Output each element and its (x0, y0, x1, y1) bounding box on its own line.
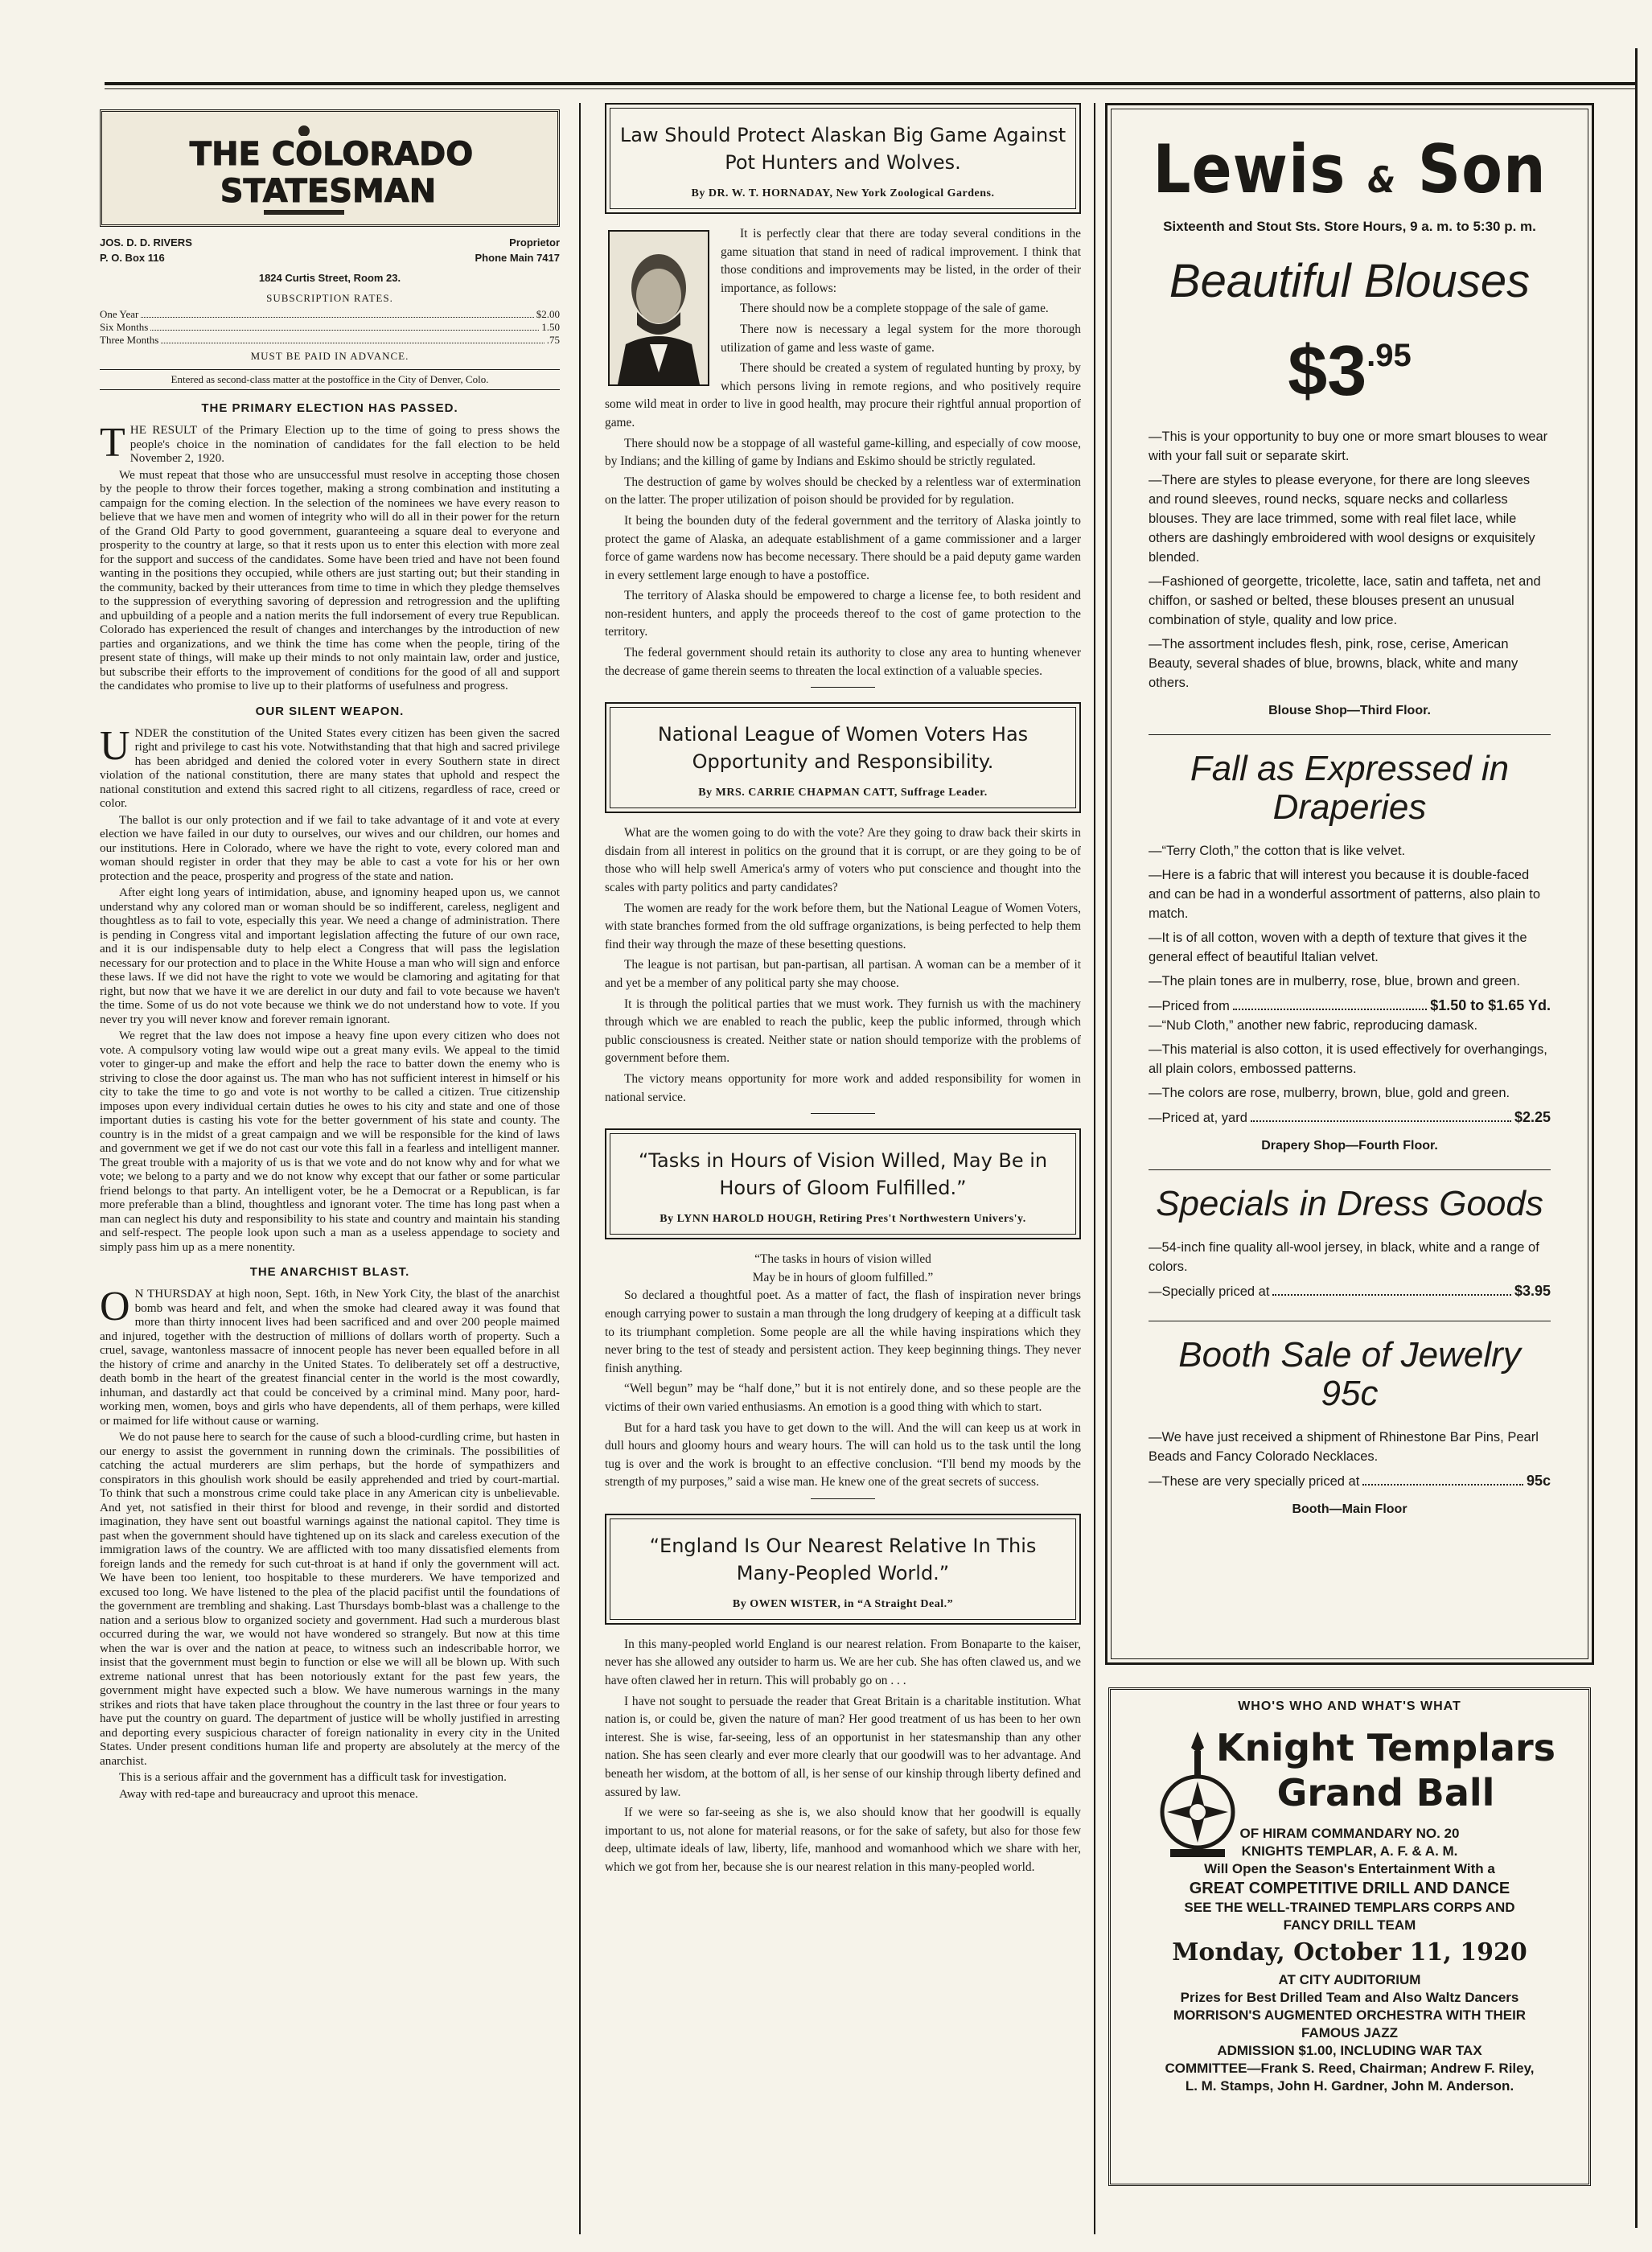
articles-column (597, 103, 1089, 2234)
price-value: 95c (1526, 1473, 1551, 1489)
price-value: $2.25 (1514, 1109, 1551, 1125)
article-byline: By OWEN WISTER, in “A Straight Deal.” (732, 1597, 954, 1610)
ball-line: Prizes for Best Drilled Team and Also Waltz Dancers (1180, 1990, 1519, 2005)
paragraph: It is through the political parties that we must work. They furnish us with the machinery through which we are enabled to reach the public, keep the public informed, through which public consciousness is created. Neither state or nation should temporize with the problems of government before them. (605, 997, 1081, 1066)
ad-paragraph: —This material is also cotton, it is used effectively for overhangings, all plain colors, embossed patterns. (1149, 1042, 1547, 1076)
ball-line: ADMISSION $1.00, INCLUDING WAR TAX (1217, 2043, 1482, 2058)
article-byline: By DR. W. T. HORNADAY, New York Zoological Gardens. (691, 187, 995, 199)
ball-line: GREAT COMPETITIVE DRILL AND DANCE (1189, 1880, 1510, 1897)
article-header-box (605, 1514, 1081, 1625)
ball-title: Knight Templars (1215, 1726, 1556, 1769)
rate-price: $2.00 (536, 308, 560, 320)
paragraph: We do not pause here to search for the cause of such a blood-curdling crime, but hasten in our energy to assist the government in running down the criminals. The possibilities of catching the actual murderers are slim perhaps, but the horde of sympathizers and conspirators in this ghoulish work should be easily apprehended and tried by court-martial. To think that such a monstrous crime could take place in any American city is unbelievable. And yet, not satisfied in their thirst for blood and revenge, in their sordid and distorted imagination, they have sent out boastful warnings against the national capitol. They time is past when the government should have tightened up on its slack and careless execution of the immigration laws of the country. We are afflicted with too many dissatisfied elements from foreign lands and the remedy for such cut-throat is at hand if only the government will act. We have been too lenient, too hospitable to these murderers. We have temporized and excused too long. We have listened to the plea of the placid pacifist until the foundations of the government are trembling and shaking. Last Thursdays bomb-blast was a challenge to the nation and a serious blow to organized society and government. Had such a murderous blast occurred during the war, we would not have wondered so strangely. But now at this time when the war is over and the nation at peace, to witness such an indescribable horror, we insist that the government must begin to function or else we will all be blown up. With such extreme national unrest that has been notoriously extant for the past few years, the government might have expected such a blow. We have numerous warnings in the many strikes and riots that have taken place throughout the country in the last three or four years to have put the country on guard. The department of justice will be wholly justified in arresting and deporting every suspicious character of foreign nationality in every city in the United States. Under present conditions human life and property are absolutely at the mercy of the anarchist. (100, 1430, 560, 1768)
editorial-title: OUR SILENT WEAPON. (255, 704, 405, 718)
top-rule-thin (105, 88, 1636, 89)
paragraph: The federal government should retain its authority to close any area to hunting whenever the decrease of game therein seems to threaten the local extinction of a valuable species. (605, 646, 1081, 678)
ball-line: FANCY DRILL TEAM (1283, 1917, 1416, 1933)
editorial-title: THE PRIMARY ELECTION HAS PASSED. (201, 401, 458, 415)
ball-kicker: WHO'S WHO AND WHAT'S WHAT (1238, 1699, 1461, 1713)
rates-table (100, 308, 560, 347)
price-line (1149, 1471, 1551, 1491)
price-cents: .95 (1366, 338, 1412, 373)
ball-line: OF HIRAM COMMANDARY NO. 20 (1239, 1826, 1460, 1841)
ad-divider (1149, 1169, 1551, 1170)
paragraph: In this many-peopled world England is our nearest relation. From Bonaparte to the kaiser, never has she allowed any outsider to harm us. We are her cub. She has often clawed us, and we have often clawed her in return. This will probably go on . . . (605, 1637, 1081, 1688)
paragraph: It being the bounden duty of the federal government and the territory of Alaska jointly to protect the game of Alaska, an adequate establishment of a game commissioner and a larger force of game wardens now has become necessary. There should be a paid deputy game warden in every settlement large enough to have a postoffice. (605, 513, 1081, 582)
article-byline: By MRS. CARRIE CHAPMAN CATT, Suffrage Leader. (698, 787, 988, 799)
ball-date: Monday, October 11, 1920 (1172, 1938, 1527, 1966)
price-value: $3.95 (1514, 1283, 1551, 1299)
ad-paragraph: —This is your opportunity to buy one or more smart blouses to wear with your fall suit or separate skirt. (1149, 429, 1548, 463)
phone: Phone Main 7417 (475, 252, 560, 264)
paragraph: There should be created a system of regulated hunting by proxy, by which persons living in remote regions, and who positively require some wild meat in order to live in good health, may procure their rightful annual proportion of game. (605, 361, 1081, 429)
store-logo (1149, 131, 1551, 208)
store-name: Son (1417, 130, 1547, 209)
paragraph: NDER the constitution of the United States every citizen has been given the sacred right and privilege to cast his vote. Notwithstanding that that high and sacred privilege has been abridged and denied the colored voter in every Southern state in direct violation of the national constitution, there are many states that uphold and respect the national constitution and extend this sacred right to all citizens, regardless of race, creed or color. (100, 725, 560, 810)
drop-cap: U (100, 722, 130, 769)
price-line (1149, 1108, 1551, 1128)
department-label: Blouse Shop—Third Floor. (1268, 704, 1431, 717)
paragraph: There should now be a stoppage of all wasteful game-killing, and especially of cow moose, by Indians; and the killing of game by Indians and Eskimo should be strictly regulated. (605, 436, 1081, 469)
ad-paragraph: —“Terry Cloth,” the cotton that is like velvet. (1149, 844, 1406, 858)
ball-line: FAMOUS JAZZ (1301, 2025, 1398, 2040)
proprietor-row (100, 236, 560, 249)
advance-notice: MUST BE PAID IN ADVANCE. (250, 350, 409, 362)
editorial-column (100, 103, 560, 2234)
article-title: National League of Women Voters Has Opportunity and Responsibility. (657, 723, 1029, 774)
rate-price: 1.50 (541, 321, 560, 333)
article-byline: By LYNN HAROLD HOUGH, Retiring Pres't Northwestern Univers'y. (660, 1213, 1026, 1226)
paragraph: Away with red-tape and bureaucracy and uproot this menace. (119, 1786, 418, 1801)
paragraph: The women are ready for the work before them, but the National League of Women Voters, with state branches formed from the old suffrage organizations, is being perfected to help them find their way through the maze of these besetting questions. (605, 901, 1081, 951)
ad-paragraph: —We have just received a shipment of Rhinestone Bar Pins, Pearl Beads and Fancy Colorado Necklaces. (1149, 1430, 1539, 1464)
portrait-image (608, 230, 709, 386)
masthead (100, 109, 560, 227)
ad-paragraph: —There are styles to please everyone, for there are long sleeves and round sleeves, round necks, square necks and collarless blouses. They are lace trimmed, some with real filet lace, while others are dashingly embroidered with wool designs or exquisitely blended. (1149, 473, 1535, 565)
paragraph: If we were so far-seeing as she is, we also should know that her goodwill is equally important to us, not alone for material reasons, or for the sake of safety, but also for those few deep, ultimate ideals of law, liberty, life, manhood and womanhood which we share with her, which we got from her, because she is our nearest relation in this many-peopled world. (605, 1806, 1081, 1874)
paragraph: The ballot is our only protection and if we fail to take advantage of it and vote at every election we have failed in our duty to ourselves, our wives and our children, our homes and our institutions. Here in Colorado, where we have the right to vote, every colored man and woman should register in order that they may be able to cast a vote for his or her own protection and the peace, prosperity and progress of the state and nation. (100, 812, 560, 883)
price-line (1149, 996, 1551, 1016)
paragraph: This is a serious affair and the government has a difficult task for investigation. (119, 1770, 507, 1784)
entry-notice: Entered as second-class matter at the postoffice in the City of Denver, Colo. (100, 369, 560, 390)
paragraph: What are the women going to do with the vote? Are they going to draw back their skirts in disdain from all interest in politics on the ground that it is corrupt, or are they going to be of those who will help swell America's army of voters who put conscience and thought into the scales with party politics and party candidates? (605, 826, 1081, 895)
separator (811, 1498, 875, 1499)
ball-advertisement (1108, 1687, 1591, 2186)
article-title: “Tasks in Hours of Vision Willed, May Be in Hours of Gloom Fulfilled.” (638, 1149, 1048, 1200)
paragraph: It is perfectly clear that there are today several conditions in the game situation that stand in need of radical improvement. I think that those conditions and improvements may be listed, in the order of their importance, as follows: (721, 227, 1081, 295)
po-box: P. O. Box 116 (100, 252, 165, 264)
ball-title: Grand Ball (1276, 1771, 1495, 1814)
masthead-title: THE COLORADO STATESMAN (187, 136, 473, 210)
article-header-box (605, 1128, 1081, 1239)
column-rule (1094, 103, 1095, 2234)
ad-paragraph: —Here is a fabric that will interest you because it is double-faced and can be had in a wonderful assortment of patterns, also plain to match. (1149, 868, 1541, 921)
rate-label: Six Months (100, 321, 149, 333)
price-label: —Specially priced at (1149, 1284, 1270, 1299)
article-title: “England Is Our Nearest Relative In This Many-Peopled World.” (649, 1534, 1037, 1584)
ad-heading: Fall as Expressed in Draperies (1190, 749, 1510, 827)
paragraph: We regret that the law does not impose a heavy fine upon every citizen who does not vote. A compulsory voting law would wipe out a great many evils. We appeal to the timid voter to ginger-up and make the effort and help the race to batter down the enemy who is striving to close the door against us. The man who has not sufficient interest in himself or his city to take the time to go and vote is not worthy to be called a citizen. True citizenship imposes upon every individual certain duties he owes to his city and state and one of those important duties is casting his vote for the better government of his state and county. The country is in the midst of a great campaign and we will be responsible for the kind of laws and government we get if we do not cast our vote this fall in a fearless and intelligent manner. The great trouble with a majority of us is that we vote and do not know why and for what we vote; we belong to a party and we do not know why except that our father or some particular friend belongs to that party. An intelligent voter, be he a Democrat or a Republican, is far more preferable than a blind, thoughtless and ignorant voter. The time has long past when a man can neglect his duty and responsibility to his state and country and maintain his standing and self-respect. The people look upon such a man as a useless appendage to society and simply pass him up as a mere nonentity. (100, 1029, 560, 1254)
poem-line: “The tasks in hours of vision willed (754, 1252, 931, 1267)
price-label: —Priced at, yard (1149, 1111, 1247, 1125)
rate-price: .75 (546, 334, 560, 346)
store-name: Lewis (1153, 130, 1346, 209)
poem-line: May be in hours of gloom fulfilled.” (752, 1270, 934, 1284)
templar-cross-icon (1154, 1728, 1241, 1864)
ad-heading: Booth Sale of Jewelry 95c (1178, 1335, 1521, 1413)
separator (811, 1113, 875, 1114)
top-rule (105, 82, 1636, 85)
advertising-column (1099, 103, 1601, 2234)
paragraph: “Well begun” may be “half done,” but it is not entirely done, and so these people are the victims of their own varied enthusiasms. An emotion is a good thing with which to start. (605, 1382, 1081, 1414)
ad-paragraph: —Fashioned of georgette, tricolette, lace, satin and taffeta, net and chiffon, or sashed or belted, these blouses present an unusual combination of style, quality and low price. (1149, 574, 1541, 627)
ball-line: MORRISON'S AUGMENTED ORCHESTRA WITH THEIR (1173, 2007, 1527, 2023)
article-header-box (605, 103, 1081, 214)
column-rule (579, 103, 581, 2234)
paragraph: The destruction of game by wolves should be checked by a relentless war of extermination on the latter. The proper utilization of poison should be provided for by regulation. (605, 475, 1081, 508)
separator (811, 687, 875, 688)
drop-cap: O (100, 1284, 130, 1329)
ball-line: Will Open the Season's Entertainment With a (1204, 1861, 1495, 1876)
ad-paragraph: —It is of all cotton, woven with a depth of texture that gives it the general effect of beautiful Italian velvet. (1149, 931, 1527, 964)
ad-heading: Specials in Dress Goods (1156, 1184, 1543, 1223)
ball-line: COMMITTEE—Frank S. Reed, Chairman; Andrew F. Riley, (1165, 2061, 1535, 2076)
proprietor-name: JOS. D. D. RIVERS (100, 236, 192, 249)
paragraph: I have not sought to persuade the reader that Great Britain is a charitable institution. What nation is, or could be, given the nature of man? Her good treatment of us has been to her own interest. She is wise, far-seeing, less of an opportunist in her statesmanship than any other nation. She has seen clearly and ever more clearly that our goodwill was to her advantage. And beneath her wisdom, at the bottom of all, is her sense of our kinship through liberty defined and assured by law. (605, 1694, 1081, 1799)
paragraph: There now is necessary a legal system for the more thorough utilization of game and less waste of game. (721, 322, 1081, 355)
paragraph: We must repeat that those who are unsuccessful must resolve in accepting those chosen by the people to throw their forces together, making a strong combination and instituting a campaign for the coming election. In the selection of the nominees we have every reason to believe that we have men and women of integrity who will do all in their power for the return of the Grand Old Party to good government, guaranteeing a square deal to everyone and prosperity to the country at large, so that it rests upon us to enter this election with more zeal for the support and success of the candidates. Some have been tried and have not been found wanting in the positions they occupied, while others are just starting out; but their standing in the community, backed by their utterances from time to time in which they pledge themselves to the suppression of everything savoring of depression and retrogression and the uplifting and upbuilding of a people and a nation merits the full indorsement of every true Republican. Colorado has experienced the result of changes and interchanges by the introduction of new parties and organizations, and we think the time has come when the people, tiring of the present state of things, will make up their minds to not only maintain law, order and justice, but subscribe their efforts to the improvement of conditions for the good of all and support the candidates who promise to live up to their platforms of usefulness and progress. (100, 467, 560, 692)
ad-paragraph: —“Nub Cloth,” another new fabric, reproducing damask. (1149, 1018, 1478, 1033)
drop-cap: T (100, 420, 125, 466)
rate-label: One Year (100, 308, 139, 320)
department-label: Drapery Shop—Fourth Floor. (1261, 1139, 1438, 1153)
feature-price (1149, 315, 1551, 411)
ball-line: KNIGHTS TEMPLAR, A. F. & A. M. (1241, 1843, 1458, 1859)
rates-title: SUBSCRIPTION RATES. (266, 292, 393, 304)
article-title: Law Should Protect Alaskan Big Game Against Pot Hunters and Wolves. (619, 124, 1066, 174)
rate-label: Three Months (100, 334, 159, 346)
department-label: Booth—Main Floor (1292, 1502, 1407, 1516)
price-label: —These are very specially priced at (1149, 1474, 1360, 1489)
page-edge-rule (1635, 48, 1638, 2228)
ball-line: AT CITY AUDITORIUM (1278, 1972, 1421, 1987)
ball-line: SEE THE WELL-TRAINED TEMPLARS CORPS AND (1184, 1900, 1515, 1915)
editorial-title: THE ANARCHIST BLAST. (249, 1265, 410, 1279)
address: 1824 Curtis Street, Room 23. (258, 272, 401, 284)
ball-line: L. M. Stamps, John H. Gardner, John M. Anderson. (1185, 2078, 1514, 2094)
ad-paragraph: —54-inch fine quality all-wool jersey, in black, white and a range of colors. (1149, 1240, 1539, 1274)
price-label: —Priced from (1149, 999, 1230, 1013)
store-ampersand: & (1367, 159, 1397, 202)
paragraph: After eight long years of intimidation, abuse, and ignominy heaped upon us, we cannot understand why any colored man or woman should be so indifferent, careless, negligent and thoughtless as to fail to vote, especially this year. We need a change of administration. There is pending in Congress vital and important legislation affecting the future of our own race, and it is our indispensable duty to help elect a Congress that will pass the legislation necessary for our protection and to place in the White House a man who will sign and enforce these laws. If we did not have the right to vote we would be clamoring and agitating for that right, but now that we have it we are derelict in our duty and fail to vote because we haven't the time. Some of us do not vote because we think we do not understand how to vote. If you never try you will never know and forever remain ignorant. (100, 886, 560, 1026)
store-info: Sixteenth and Stout Sts. Store Hours, 9 a. m. to 5:30 p. m. (1163, 219, 1536, 234)
paragraph: The territory of Alaska should be empowered to charge a license fee, to both resident and non-resident hunters, and apply the proceeds thereof to the cost of game protection to the territory. (605, 589, 1081, 639)
paragraph: The victory means opportunity for more work and added responsibility for women in national service. (605, 1071, 1081, 1104)
ad-paragraph: —The assortment includes flesh, pink, rose, cerise, American Beauty, several shades of blue, browns, black, white and many others. (1149, 637, 1518, 690)
price-dollars: $3 (1288, 331, 1367, 410)
paragraph: N THURSDAY at high noon, Sept. 16th, in New York City, the blast of the anarchist bomb was heard and felt, and when the smoke had cleared away it was found that more than thirty innocent lives had been sacrificed and and over 200 people maimed and injured, together with the destruction of millions of dollars worth of property. Such a cruel, savage, wantonless massacre of innocent people has never been equalled before in all the history of crime and anarchy in the United States. To deliberately set off a destructive, death bomb in the heart of the greatest financial center in the world is the most cowardly, inhuman, and dastardly act that could be conceived by a criminal mind. Many poor, hard-working men, women, boys and girls who have dependents, all of them perhaps, were killed or maimed for life without cause or warning. (100, 1287, 560, 1428)
price-value: $1.50 to $1.65 Yd. (1430, 997, 1551, 1013)
paragraph: There should now be a complete stoppage of the sale of game. (740, 302, 1049, 316)
paragraph: But for a hard task you have to get down to the will. And the will can keep us at work in dull hours and gloomy hours and weary hours. The will can hold us to the task until the long tug is over and the work is brought to an effective conclusion. “I'll bend my moods by the strength of my purposes,” said a wise man. He knew one of the great secrets of success. (605, 1420, 1081, 1490)
ad-divider (1149, 734, 1551, 735)
article-header-box (605, 702, 1081, 813)
ad-heading: Beautiful Blouses (1169, 255, 1531, 307)
box-row (100, 252, 560, 264)
paragraph: So declared a thoughtful poet. As a matter of fact, the flash of inspiration never brings enough carrying power to sustain a man through the long drudgery of keeping at a difficult task to its triumphant completion. Some people are all the while having inspirations which they never bring to the test of steady and persistent action. They keep beginning things. They never finish anything. (605, 1288, 1081, 1375)
price-line (1149, 1281, 1551, 1301)
paragraph: The league is not partisan, but pan-partisan, all partisan. A woman can be a member of it and yet be a member of any political party she may choose. (605, 958, 1081, 990)
proprietor-label: Proprietor (509, 236, 560, 249)
paragraph: HE RESULT of the Primary Election up to the time of going to press shows the people's choice in the nomination of candidates for the fall election to be held November 2, 1920. (129, 423, 560, 465)
ad-paragraph: —The colors are rose, mulberry, brown, blue, gold and green. (1149, 1086, 1510, 1100)
store-advertisement (1105, 103, 1594, 1665)
ad-paragraph: —The plain tones are in mulberry, rose, blue, brown and green. (1149, 974, 1520, 988)
